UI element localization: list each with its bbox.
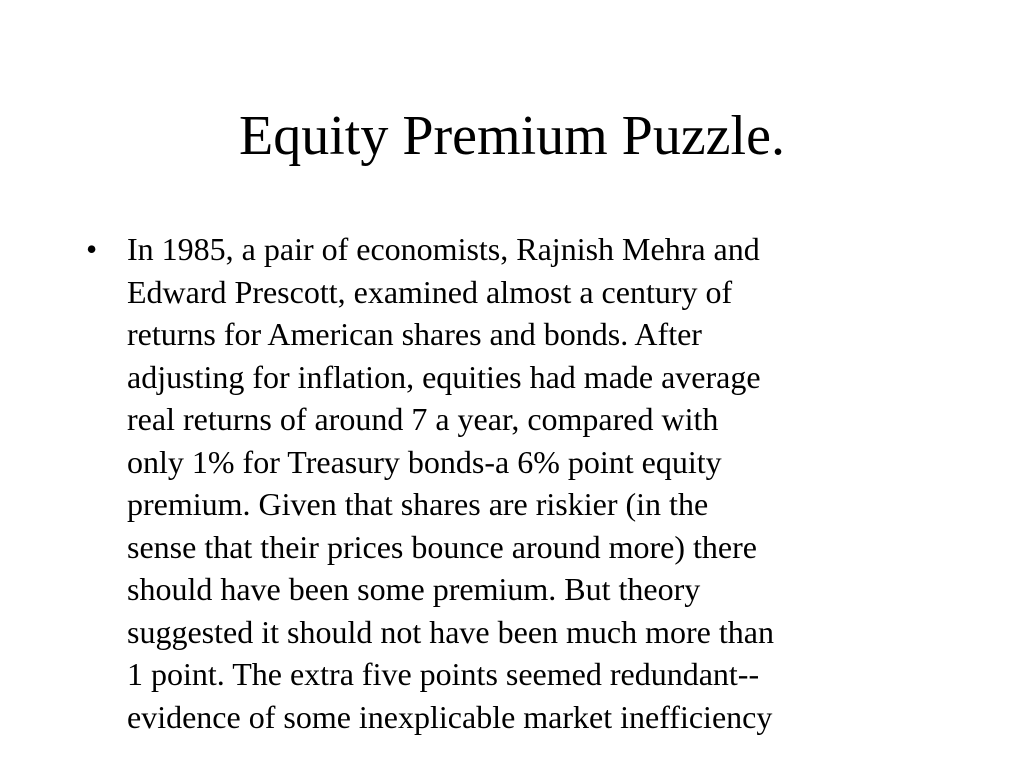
bullet-text-line: In 1985, a pair of economists, Rajnish Mehra and: [127, 231, 760, 267]
bullet-item: [86, 228, 946, 738]
bullet-text-line: real returns of around 7 a year, compared with: [127, 401, 719, 437]
bullet-text-line: evidence of some inexplicable market inefficiency: [127, 698, 773, 735]
bullet-list: [86, 228, 946, 738]
bullet-text-line: adjusting for inflation, equities had made average: [127, 358, 761, 395]
bullet-text-line: premium. Given that shares are riskier (in the: [127, 486, 709, 522]
bullet-text-line: suggested it should not have been much more than: [127, 613, 774, 650]
bullet-text-line: sense that their prices bounce around more) there: [127, 528, 757, 565]
bullet-text-line: should have been some premium. But theory: [127, 571, 701, 607]
bullet-text-line: only 1% for Treasury bonds-a 6% point equity: [127, 443, 722, 480]
bullet-text-line: returns for American shares and bonds. After: [127, 316, 702, 352]
bullet-marker: •: [86, 231, 98, 267]
bullet-text-line: 1 point. The extra five points seemed redundant--: [127, 656, 760, 692]
slide-title: Equity Premium Puzzle.: [239, 105, 785, 167]
bullet-text-line: Edward Prescott, examined almost a century of: [127, 273, 733, 310]
